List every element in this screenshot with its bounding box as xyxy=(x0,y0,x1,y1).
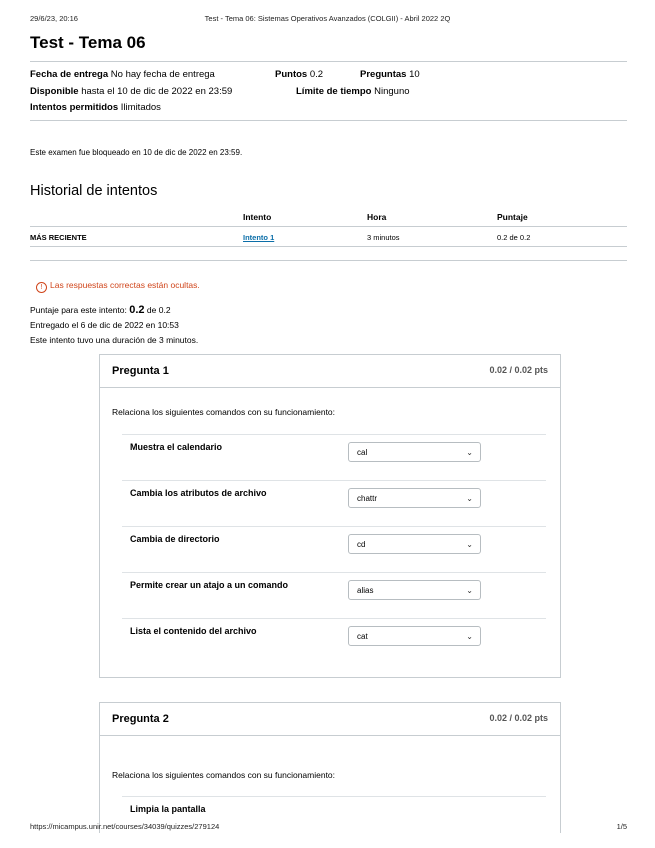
due-value: No hay fecha de entrega xyxy=(110,69,215,80)
question-text: Relaciona los siguientes comandos con su funcionamiento: xyxy=(112,770,336,780)
answer-select[interactable] xyxy=(348,488,481,508)
available-value: hasta el 10 de dic de 2022 en 23:59 xyxy=(81,86,233,97)
col-score: Puntaje xyxy=(497,212,528,222)
available xyxy=(30,86,232,97)
time-limit-label: Límite de tiempo xyxy=(296,86,372,97)
selected-value: cat xyxy=(357,632,368,641)
history-heading: Historial de intentos xyxy=(30,183,158,199)
question-points: 0.02 / 0.02 pts xyxy=(489,713,548,723)
score-suffix: de 0.2 xyxy=(146,305,171,315)
match-prompt: Permite crear un atajo a un comando xyxy=(130,580,289,590)
chevron-down-icon: ⌄ xyxy=(466,586,473,595)
attempts-value: Ilimitados xyxy=(120,102,161,113)
divider xyxy=(30,260,627,261)
time-limit xyxy=(296,86,410,97)
chevron-down-icon: ⌄ xyxy=(466,632,473,641)
match-prompt: Limpia la pantalla xyxy=(130,804,206,814)
question-text: Relaciona los siguientes comandos con su funcionamiento: xyxy=(112,407,336,417)
score-value: 0.2 xyxy=(129,304,145,316)
chevron-down-icon: ⌄ xyxy=(466,540,473,549)
col-attempt: Intento xyxy=(243,212,272,222)
selected-value: cd xyxy=(357,540,366,549)
chevron-down-icon: ⌄ xyxy=(466,448,473,457)
match-prompt: Muestra el calendario xyxy=(130,442,223,452)
due-label: Fecha de entrega xyxy=(30,69,109,80)
answer-select[interactable] xyxy=(348,534,481,554)
divider xyxy=(30,120,627,121)
question-card xyxy=(99,702,561,833)
selected-value: alias xyxy=(357,586,374,595)
warning-text: Las respuestas correctas están ocultas. xyxy=(50,280,200,290)
row-divider xyxy=(122,572,546,573)
attempt-link[interactable]: Intento 1 xyxy=(243,233,275,242)
locked-message: Este examen fue bloqueado en 10 de dic de 2022 en 23:59. xyxy=(30,148,243,157)
answer-select[interactable] xyxy=(348,442,481,462)
chevron-down-icon: ⌄ xyxy=(466,494,473,503)
warning-icon: ! xyxy=(36,282,47,293)
match-prompt: Cambia los atributos de archivo xyxy=(130,488,267,498)
row-divider xyxy=(122,796,546,797)
match-prompt: Lista el contenido del archivo xyxy=(130,626,257,636)
question-title: Pregunta 2 xyxy=(112,713,169,725)
question-card xyxy=(99,354,561,678)
question-title: Pregunta 1 xyxy=(112,365,169,377)
attempts-allowed xyxy=(30,102,161,113)
due-date xyxy=(30,69,215,80)
row-time: 3 minutos xyxy=(367,233,400,242)
points-value: 0.2 xyxy=(309,69,324,80)
score-prefix: Puntaje para este intento: xyxy=(30,305,127,315)
row-divider xyxy=(122,618,546,619)
print-page-title: Test - Tema 06: Sistemas Operativos Avanzados (COLGII) - Abril 2022 2Q xyxy=(204,14,451,23)
questions-value: 10 xyxy=(409,69,420,80)
row-score: 0.2 de 0.2 xyxy=(497,233,531,242)
selected-value: chattr xyxy=(357,494,378,503)
col-time: Hora xyxy=(367,212,387,222)
questions-count xyxy=(360,69,420,80)
selected-value: cal xyxy=(357,448,368,457)
points-label: Puntos xyxy=(275,69,308,80)
divider xyxy=(30,61,627,62)
hidden-answers-warning xyxy=(36,280,200,293)
answer-select[interactable] xyxy=(348,580,481,600)
time-limit-value: Ninguno xyxy=(374,86,410,97)
row-divider xyxy=(122,480,546,481)
questions-label: Preguntas xyxy=(360,69,407,80)
points xyxy=(275,69,323,80)
row-divider xyxy=(122,434,546,435)
attempts-label: Intentos permitidos xyxy=(30,102,119,113)
attempt-score xyxy=(30,304,171,316)
question-points: 0.02 / 0.02 pts xyxy=(489,365,548,375)
footer-url: https://micampus.unir.net/courses/34039/quizzes/279124 xyxy=(30,822,220,831)
answer-select[interactable] xyxy=(348,626,481,646)
page-number: 1/5 xyxy=(616,822,627,831)
divider xyxy=(30,246,627,247)
attempt-duration: Este intento tuvo una duración de 3 minutos. xyxy=(30,335,199,345)
row-tag: MÁS RECIENTE xyxy=(30,233,87,242)
question-header xyxy=(100,703,560,736)
match-prompt: Cambia de directorio xyxy=(130,534,220,544)
print-date: 29/6/23, 20:16 xyxy=(30,14,78,23)
page-title: Test - Tema 06 xyxy=(30,33,146,52)
available-label: Disponible xyxy=(30,86,79,97)
divider xyxy=(30,226,627,227)
question-header xyxy=(100,355,560,388)
row-divider xyxy=(122,526,546,527)
submitted-date: Entregado el 6 de dic de 2022 en 10:53 xyxy=(30,320,179,330)
